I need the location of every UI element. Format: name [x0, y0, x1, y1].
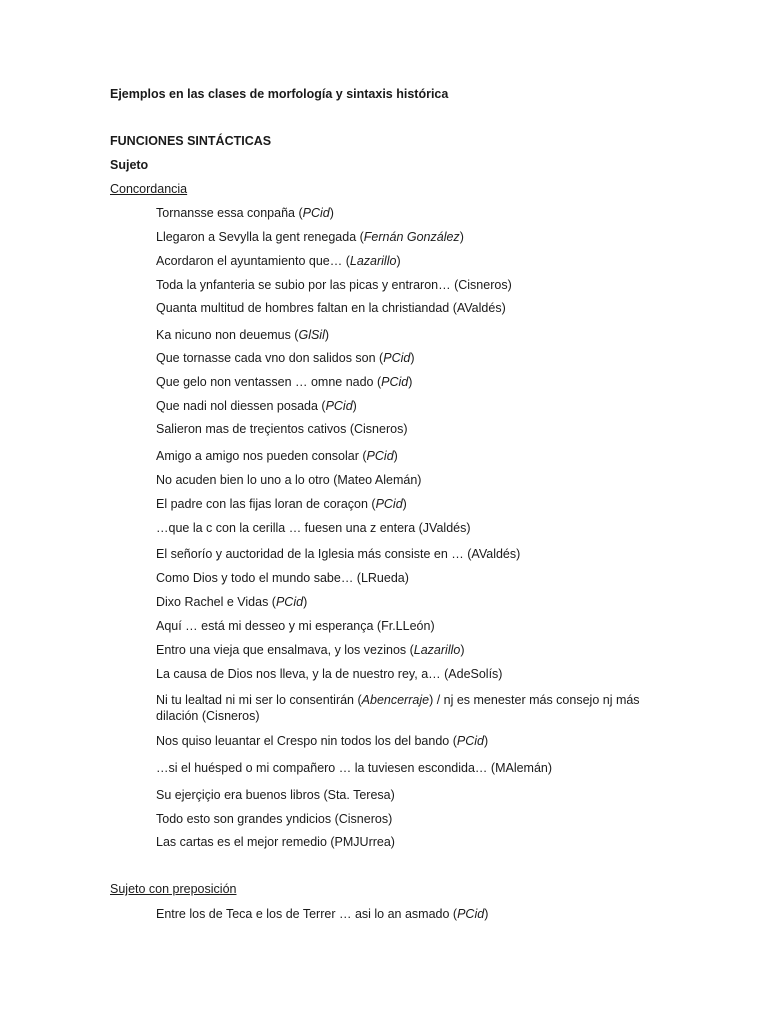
sujeto-prep-heading: Sujeto con preposición [110, 882, 237, 896]
example-source: Fernán González [363, 230, 460, 244]
example-line [156, 448, 398, 464]
example-text: Toda la ynfanteria se subio por las picas y entraron… (Cisneros) [156, 278, 512, 292]
example-source: PCid [275, 595, 304, 609]
example-line [156, 666, 502, 682]
example-text: Que gelo non ventassen … omne nado ( [156, 375, 382, 389]
example-text: La causa de Dios nos lleva, y la de nuestro rey, a… (AdeSolís) [156, 667, 503, 681]
example-text: Amigo a amigo nos pueden consolar ( [156, 449, 367, 463]
example-suffix: ) [324, 328, 330, 342]
example-line [156, 350, 415, 366]
example-text: Llegaron a Sevylla la gent renegada ( [156, 230, 364, 244]
example-line [156, 594, 307, 610]
example-source: PCid [456, 734, 484, 748]
example-line [156, 496, 407, 512]
example-suffix: ) / nj es menester más consejo nj más dilación (Cisneros) [156, 693, 640, 723]
example-text: Quanta multitud de hombres faltan en la christiandad (AValdés) [156, 301, 506, 315]
example-text: Ni tu lealtad ni mi ser lo consentirán ( [156, 693, 362, 707]
example-line [156, 327, 329, 343]
example-source: GlSil [298, 328, 325, 342]
example-suffix: ) [303, 595, 308, 609]
example-text: Ka nicuno non deuemus ( [156, 328, 299, 342]
example-text: …si el huésped o mi compañero … la tuviesen escondida… (MAlemán) [156, 761, 553, 775]
example-source: PCid [457, 907, 485, 921]
example-text: Todo esto son grandes yndicios (Cisneros) [156, 812, 393, 826]
example-source: PCid [325, 399, 353, 413]
example-suffix: ) [483, 734, 489, 748]
example-text: Entro una vieja que ensalmava, y los vezinos ( [156, 643, 414, 657]
subsection-heading: Sujeto [110, 158, 149, 172]
example-line [156, 277, 512, 293]
example-suffix: ) [410, 351, 415, 365]
example-source: PCid [381, 375, 409, 389]
example-suffix: ) [396, 254, 401, 268]
example-line [156, 811, 392, 827]
example-text: Salieron mas de treçientos cativos (Cisneros) [156, 422, 408, 436]
example-text: El padre con las fijas loran de coraçon ( [156, 497, 376, 511]
example-source: PCid [383, 351, 411, 365]
example-source: PCid [366, 449, 394, 463]
section-heading: FUNCIONES SINTÁCTICAS [110, 134, 272, 148]
example-suffix: ) [402, 497, 407, 511]
example-line [156, 760, 552, 776]
concordancia-heading: Concordancia [110, 182, 188, 196]
example-suffix: ) [408, 375, 413, 389]
example-text: Que nadi nol diessen posada ( [156, 399, 326, 413]
example-suffix: ) [460, 643, 465, 657]
example-suffix: ) [393, 449, 398, 463]
example-source: PCid [302, 206, 330, 220]
example-line [156, 300, 506, 316]
example-line [156, 253, 401, 269]
example-text: El señorío y auctoridad de la Iglesia más consiste en … (AValdés) [156, 547, 521, 561]
example-line [156, 570, 409, 586]
example-line [156, 733, 488, 749]
example-line [156, 421, 408, 437]
example-text: Como Dios y todo el mundo sabe… (LRueda) [156, 571, 409, 585]
example-line [156, 205, 334, 221]
document-title: Ejemplos en las clases de morfología y sintaxis histórica [110, 87, 449, 101]
example-line [156, 472, 421, 488]
example-suffix: ) [329, 206, 334, 220]
example-source: Lazarillo [413, 643, 461, 657]
example-text: Tornansse essa conpaña ( [156, 206, 303, 220]
example-line [156, 520, 471, 536]
example-text: Nos quiso leuantar el Crespo nin todos los del bando ( [156, 734, 457, 748]
example-line [156, 642, 465, 658]
example-source: Lazarillo [349, 254, 397, 268]
example-text: Su ejerçiçio era buenos libros (Sta. Teresa) [156, 788, 395, 802]
example-suffix: ) [352, 399, 357, 413]
example-source: Abencerraje [361, 693, 430, 707]
example-text: Las cartas es el mejor remedio (PMJUrrea) [156, 835, 395, 849]
example-line [156, 906, 488, 922]
example-line [156, 398, 357, 414]
example-line [156, 787, 395, 803]
example-line [156, 834, 395, 850]
example-line [156, 692, 676, 724]
example-text: Acordaron el ayuntamiento que… ( [156, 254, 350, 268]
example-text: …que la c con la cerilla … fuesen una z entera (JValdés) [156, 521, 471, 535]
example-line [156, 546, 520, 562]
example-text: Entre los de Teca e los de Terrer … asi lo an asmado ( [156, 907, 458, 921]
example-text: Aquí … está mi desseo y mi esperança (Fr.LLeón) [156, 619, 435, 633]
example-line [156, 618, 435, 634]
example-source: PCid [375, 497, 403, 511]
example-text: No acuden bien lo uno a lo otro (Mateo Alemán) [156, 473, 422, 487]
example-text: Dixo Rachel e Vidas ( [156, 595, 276, 609]
example-suffix: ) [459, 230, 464, 244]
example-suffix: ) [484, 907, 489, 921]
example-text: Que tornasse cada vno don salidos son ( [156, 351, 384, 365]
example-line [156, 374, 412, 390]
example-line [156, 229, 464, 245]
